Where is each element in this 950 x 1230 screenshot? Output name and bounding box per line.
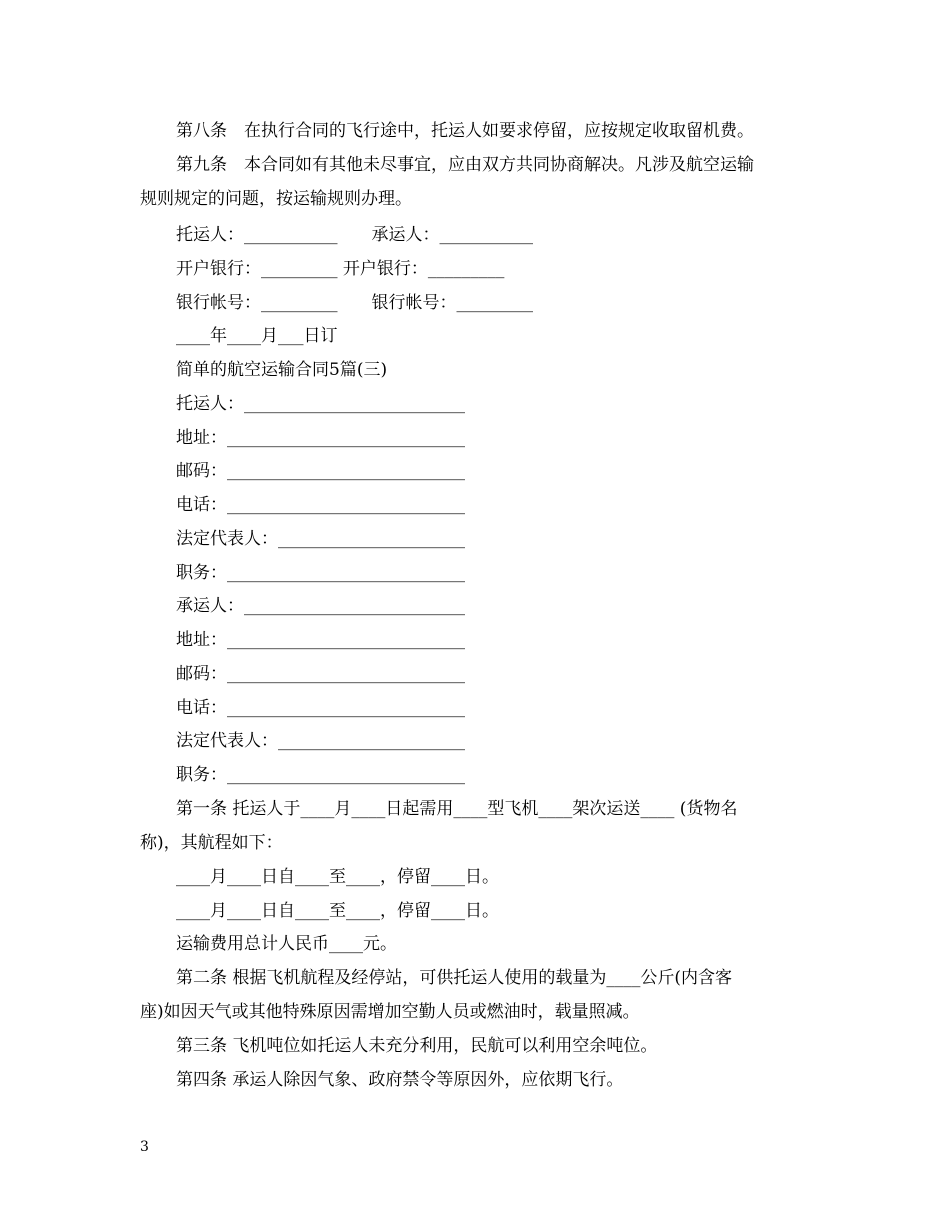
shipper-legal-representative-line: 法定代表人：______________________ xyxy=(176,529,465,549)
clause-two-line-2: 座)如因天气或其他特殊原因需增加空勤人员或燃油时，载量照减。 xyxy=(140,1002,640,1022)
carrier-position-line: 职务：____________________________ xyxy=(176,765,465,785)
bank-line: 开户银行：_________ 开户银行：_________ xyxy=(176,259,505,279)
route-line-2: ____月____日自____至____，停留____日。 xyxy=(176,901,499,921)
clause-nine-line-1: 第九条 本合同如有其他未尽事宜，应由双方共同协商解决。凡涉及航空运输 xyxy=(176,155,754,175)
carrier-line: 承运人：__________________________ xyxy=(176,596,465,616)
carrier-legal-representative-line: 法定代表人：______________________ xyxy=(176,731,465,751)
clause-one-line-2: 称)，其航程如下： xyxy=(140,833,283,853)
shipper-phone-line: 电话：____________________________ xyxy=(176,495,465,515)
carrier-phone-line: 电话：____________________________ xyxy=(176,698,465,718)
clause-one-line-1: 第一条 托运人于____月____日起需用____型飞机____架次运送____ (货物名 xyxy=(176,799,738,819)
shipper-address-line: 地址：____________________________ xyxy=(176,428,465,448)
clause-nine-line-2: 规则规定的问题，按运输规则办理。 xyxy=(140,189,412,209)
shipper-postcode-line: 邮码：____________________________ xyxy=(176,461,465,481)
shipper-position-line: 职务：____________________________ xyxy=(176,563,465,583)
shipper-line: 托运人：__________________________ xyxy=(176,394,465,414)
freight-total-line: 运输费用总计人民币____元。 xyxy=(176,934,397,954)
page-number: 3 xyxy=(140,1139,149,1155)
clause-eight-line: 第八条 在执行合同的飞行途中，托运人如要求停留，应按规定收取留机费。 xyxy=(176,121,754,141)
clause-three-line: 第三条 飞机吨位如托运人未充分利用，民航可以利用空余吨位。 xyxy=(176,1036,658,1056)
date-line: ____年____月___日订 xyxy=(176,326,338,346)
clause-four-line: 第四条 承运人除因气象、政府禁令等原因外，应依期飞行。 xyxy=(176,1070,624,1090)
signatory-line: 托运人：___________ 承运人：___________ xyxy=(176,225,533,245)
account-line: 银行帐号：_________ 银行帐号：_________ xyxy=(176,293,533,313)
section-title: 简单的航空运输合同5篇(三) xyxy=(176,360,388,380)
clause-two-line-1: 第二条 根据飞机航程及经停站，可供托运人使用的载量为____公斤(内含客 xyxy=(176,968,733,988)
carrier-address-line: 地址：____________________________ xyxy=(176,630,465,650)
carrier-postcode-line: 邮码：____________________________ xyxy=(176,664,465,684)
route-line-1: ____月____日自____至____，停留____日。 xyxy=(176,867,499,887)
